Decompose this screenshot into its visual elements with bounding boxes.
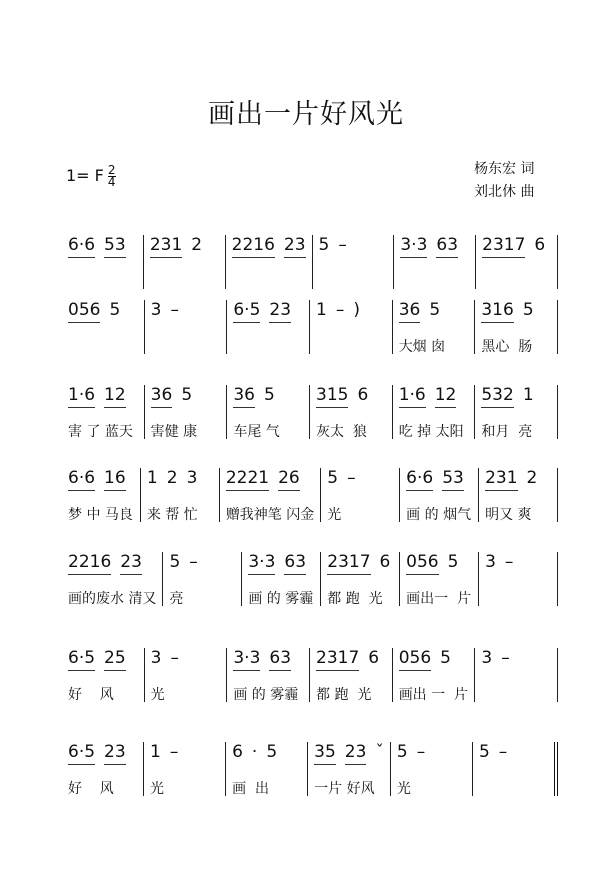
measure-lyrics: 好 风 [68, 687, 114, 703]
measure-lyrics: 画出一 片 [406, 591, 472, 607]
note-group: 231 [150, 235, 182, 258]
measure-notes [397, 742, 466, 768]
note-group: 5 [478, 742, 490, 762]
key-label: 1= F [66, 166, 104, 185]
note-group: 1 [316, 300, 327, 320]
note-group: 23 [345, 742, 367, 765]
note-group: 1 [522, 385, 534, 405]
measure [145, 648, 228, 702]
note-group: 2317 [327, 552, 370, 575]
note-group: 63 [269, 648, 291, 671]
note-group: – [335, 300, 345, 320]
measure-notes [399, 300, 469, 326]
measure-notes [406, 468, 472, 494]
note-group: 6 [232, 742, 243, 762]
measure-lyrics: 都 跑 光 [327, 591, 383, 607]
note-group: 2 [526, 468, 538, 488]
note-group: 36 [151, 385, 173, 408]
note-group: ) [353, 300, 360, 320]
time-signature [108, 165, 116, 188]
score-line [62, 648, 558, 702]
note-group: 316 [481, 300, 513, 323]
measure-lyrics: 害 了 蓝天 [68, 424, 133, 440]
note-group: 12 [435, 385, 457, 408]
measure-lyrics: 害健 康 [150, 424, 198, 440]
measure [144, 742, 226, 796]
score-line [62, 742, 558, 796]
note-group: 3·3 [233, 648, 260, 671]
score-line [62, 385, 558, 439]
measure-lyrics: 画 的 雾霾 [248, 591, 314, 607]
note-group: ˇ [375, 742, 384, 762]
note-group: 53 [104, 235, 126, 258]
note-group: 2 [191, 235, 203, 255]
note-group: 26 [278, 468, 300, 491]
note-group: 3 [150, 300, 162, 320]
measure [308, 742, 391, 796]
note-group: 3·3 [248, 552, 275, 575]
measure-lyrics: 画 的 雾霾 [233, 687, 299, 703]
note-group: 63 [284, 552, 306, 575]
note-group: 2317 [482, 235, 525, 258]
measure-notes [150, 742, 219, 768]
note-group: 3·3 [400, 235, 427, 258]
measure-lyrics: 都 跑 光 [316, 687, 372, 703]
note-group: 5 [440, 648, 451, 668]
note-group: 6·6 [68, 468, 95, 491]
measure [227, 648, 310, 702]
note-group: 36 [399, 300, 421, 323]
measure-notes [248, 552, 314, 578]
note-group: 63 [436, 235, 458, 258]
measure-lyrics [482, 271, 551, 289]
measure-notes [485, 552, 551, 578]
measure [475, 300, 558, 354]
measure-notes [481, 648, 551, 674]
measure [393, 385, 476, 439]
lyricist: 杨东宏 词 [474, 161, 535, 177]
measure [400, 552, 479, 606]
measure-notes [316, 385, 386, 411]
note-group: – [338, 235, 347, 255]
measure-notes [482, 235, 551, 261]
measure-lyrics: 吃 掉 太阳 [398, 424, 464, 440]
measure [321, 468, 400, 522]
measure-lyrics [233, 336, 303, 354]
measure-notes [232, 742, 301, 768]
score-line [62, 300, 558, 354]
note-group: 5 [447, 552, 459, 572]
measure [226, 742, 308, 796]
note-group: 12 [104, 385, 126, 408]
measure [473, 742, 558, 796]
note-group: 6 [534, 235, 546, 255]
measure [62, 235, 144, 289]
measure-lyrics: 明又 爽 [485, 507, 532, 523]
measure-lyrics: 光 [396, 781, 411, 797]
measure [475, 385, 558, 439]
measure-lyrics: 亮 [169, 591, 184, 607]
measure [310, 648, 393, 702]
measure [62, 742, 144, 796]
score-line [62, 552, 558, 606]
note-group: 6 [379, 552, 391, 572]
measure-notes [327, 552, 393, 578]
note-group: – [170, 300, 179, 320]
note-group: 2 [166, 468, 178, 488]
note-group: 6·5 [68, 742, 95, 765]
measure [227, 385, 310, 439]
measure [145, 300, 228, 354]
note-group: 3 [186, 468, 198, 488]
measure-lyrics [400, 271, 469, 289]
measure-notes [481, 385, 551, 411]
measure-notes [400, 235, 469, 261]
note-group: 056 [399, 648, 431, 671]
measure-lyrics: 光 [150, 781, 165, 797]
note-group: 6·5 [68, 648, 95, 671]
measure [321, 552, 400, 606]
note-group: 16 [104, 468, 126, 491]
measure [141, 468, 220, 522]
note-group: 5 [318, 235, 330, 255]
note-group: – [169, 742, 179, 762]
note-group: 056 [68, 300, 100, 323]
measure-lyrics [316, 336, 386, 354]
note-group: 315 [316, 385, 348, 408]
note-group: 23 [120, 552, 142, 575]
measure-lyrics [150, 271, 219, 289]
note-group: 2216 [232, 235, 275, 258]
note-group: 5 [327, 468, 339, 488]
measure-notes [151, 300, 221, 326]
note-group: 6·5 [233, 300, 260, 323]
note-group: 53 [442, 468, 464, 491]
measure-notes [316, 300, 386, 326]
measure-notes [68, 468, 134, 494]
note-group: 2317 [316, 648, 359, 671]
measure-lyrics: 一片 好风 [314, 781, 375, 797]
measure [310, 300, 393, 354]
measure [220, 468, 321, 522]
measure-lyrics: 画的废水 清又 [68, 591, 157, 607]
measure-lyrics [479, 778, 548, 796]
note-group: – [189, 552, 198, 572]
measure [479, 468, 558, 522]
measure [62, 552, 163, 606]
measure-notes [319, 235, 388, 261]
measure-lyrics: 梦 中 马良 [68, 507, 133, 523]
note-group: 25 [104, 648, 126, 671]
key-signature [66, 165, 116, 188]
note-group: 5 [169, 552, 181, 572]
note-group: 3 [481, 648, 493, 668]
meter-bottom: 4 [107, 175, 116, 189]
measure-lyrics: 大烟 囱 [398, 339, 446, 355]
measure-notes [151, 385, 221, 411]
note-group: 23 [284, 235, 306, 258]
measure-notes [68, 300, 138, 326]
measure [479, 552, 558, 606]
note-group: 1·6 [399, 385, 426, 408]
measure-lyrics: 车尾 气 [233, 424, 280, 440]
measure-lyrics: 画 出 [232, 781, 269, 797]
note-group: 6 [368, 648, 380, 668]
measure-notes [147, 468, 213, 494]
measure-notes [327, 468, 393, 494]
measure [400, 468, 479, 522]
measure-notes [485, 468, 551, 494]
measure-lyrics: 画出 一 片 [398, 687, 469, 703]
measure-notes [233, 648, 303, 674]
measure [475, 648, 558, 702]
note-group: 6·6 [406, 468, 433, 491]
note-group: 5 [396, 742, 408, 762]
measure [62, 468, 141, 522]
note-group: 5 [181, 385, 193, 405]
measure-notes [399, 648, 469, 674]
note-group: 5 [266, 742, 278, 762]
note-group: – [416, 742, 426, 762]
measure-lyrics: 黑心 肠 [481, 339, 533, 355]
measure-notes [68, 385, 138, 411]
note-group: 35 [314, 742, 336, 765]
measure [310, 385, 393, 439]
measure-notes [406, 552, 472, 578]
note-group: – [170, 648, 179, 668]
note-group: 532 [481, 385, 513, 408]
note-group: 1 [146, 468, 158, 488]
score-line [62, 468, 558, 522]
credits [474, 158, 534, 204]
measure-lyrics: 灰太 狼 [316, 424, 367, 440]
measure [226, 235, 313, 289]
measure-lyrics [151, 336, 221, 354]
note-group: 5 [109, 300, 121, 320]
measure-lyrics: 画 的 烟气 [406, 507, 472, 523]
measure [391, 742, 473, 796]
measure-lyrics: 赠我神笔 闪金 [225, 507, 315, 523]
note-group: 056 [406, 552, 438, 575]
note-group: – [501, 648, 510, 668]
measure-lyrics [485, 588, 551, 606]
note-group: 231 [485, 468, 517, 491]
measure-lyrics: 好 风 [68, 781, 114, 797]
measure-notes [399, 385, 469, 411]
note-group: – [347, 468, 356, 488]
measure [163, 552, 242, 606]
note-group: 2216 [68, 552, 111, 575]
note-group: 6·6 [68, 235, 95, 258]
measure-lyrics: 光 [327, 507, 342, 523]
note-group: 5 [263, 385, 275, 405]
measure-notes [68, 742, 137, 768]
note-group: – [498, 742, 508, 762]
measure-notes [233, 300, 303, 326]
measure-lyrics: 来 帮 忙 [146, 507, 198, 523]
measure-notes [233, 385, 303, 411]
meter-top: 2 [107, 163, 116, 177]
note-group: 36 [233, 385, 255, 408]
note-group: 1 [150, 742, 161, 762]
measure [62, 648, 145, 702]
measure [313, 235, 395, 289]
measure [227, 300, 310, 354]
measure-lyrics: 光 [150, 687, 165, 703]
measure-notes [481, 300, 551, 326]
measure [242, 552, 321, 606]
measure-notes [314, 742, 384, 768]
measure-notes [68, 235, 137, 261]
measure-lyrics [232, 271, 306, 289]
note-group: 2221 [226, 468, 269, 491]
measure [393, 300, 476, 354]
measure-notes [232, 235, 306, 261]
note-group: 5 [522, 300, 534, 320]
measure [144, 235, 226, 289]
measure [476, 235, 558, 289]
measure [393, 648, 476, 702]
measure-lyrics [319, 271, 388, 289]
measure [62, 300, 145, 354]
measure-notes [68, 648, 138, 674]
note-group: · [251, 742, 258, 762]
composer: 刘北休 曲 [474, 184, 535, 200]
measure-lyrics [68, 271, 137, 289]
measure-notes [479, 742, 548, 768]
note-group: 23 [104, 742, 126, 765]
measure [62, 385, 145, 439]
note-group: 6 [357, 385, 369, 405]
measure [394, 235, 476, 289]
measure-notes [150, 235, 219, 261]
measure-lyrics [481, 684, 551, 702]
measure-notes [68, 552, 156, 578]
measure-notes [169, 552, 235, 578]
note-group: 23 [269, 300, 291, 323]
song-title: 画出一片好风光 [208, 99, 404, 130]
note-group: – [504, 552, 514, 572]
measure [145, 385, 228, 439]
measure-notes [316, 648, 386, 674]
measure-notes [151, 648, 221, 674]
note-group: 3 [485, 552, 496, 572]
note-group: 5 [429, 300, 441, 320]
measure-notes [226, 468, 314, 494]
note-group: 3 [150, 648, 162, 668]
measure-lyrics [68, 336, 138, 354]
measure-lyrics: 和月 亮 [481, 424, 533, 440]
note-group: 1·6 [68, 385, 95, 408]
score-line [62, 235, 558, 289]
